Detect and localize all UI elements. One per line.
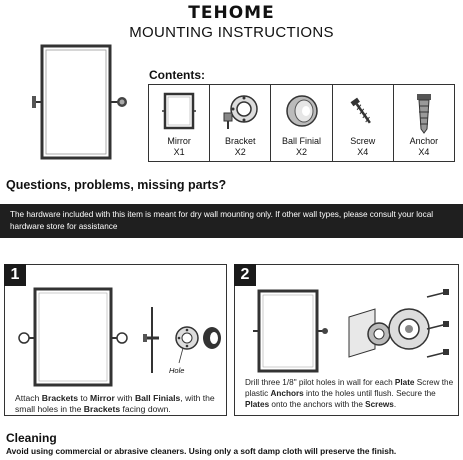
contents-item-qty: X4 (357, 147, 369, 157)
step-number-badge: 2 (234, 264, 256, 286)
screw-icon (348, 91, 378, 135)
contents-item-qty: X2 (296, 147, 308, 157)
contents-item-screw (333, 85, 394, 161)
contents-item-name: Bracket (225, 136, 256, 146)
contents-item-qty: X4 (418, 147, 430, 157)
contents-item-name: Mirror (167, 136, 191, 146)
step-2-instructions: Drill three 1/8" pilot holes in wall for each Plate Screw the plastic Anchors into the holes until flush. Secure the Plates onto the anchors with the Screws. (245, 378, 454, 409)
contents-item-qty: X1 (173, 147, 185, 157)
contents-table (148, 84, 455, 162)
step-1-instructions: Attach Brackets to Mirror with Ball Finials, with the small holes in the Brackets facing down. (15, 393, 215, 414)
step-2-panel (234, 264, 459, 416)
cleaning-text: Avoid using commercial or abrasive cleaners. Using only a soft damp cloth will preserve the finish. (6, 446, 397, 456)
step-1-panel (4, 264, 227, 416)
step-2-illustration (249, 287, 454, 373)
bracket-icon (220, 91, 260, 135)
contents-item-anchor (394, 85, 454, 161)
contents-item-ball-finial (271, 85, 332, 161)
hardware-notice: The hardware included with this item is meant for dry wall mounting only. If other wall types, please consult your local hardware store for assistance (0, 204, 463, 238)
hole-label: Hole (169, 366, 185, 375)
anchor-icon (409, 91, 439, 135)
step-1-illustration (13, 285, 223, 387)
contents-title: Contents: (149, 68, 205, 82)
step-number-badge: 1 (4, 264, 26, 286)
contents-item-name: Anchor (409, 136, 439, 146)
ball-finial-icon (282, 91, 322, 135)
mirror-icon (162, 91, 196, 135)
contents-item-bracket (210, 85, 271, 161)
contents-item-name: Ball Finial (282, 136, 322, 146)
page-subtitle: MOUNTING INSTRUCTIONS (129, 24, 334, 41)
mirror-hero-illustration (30, 44, 130, 162)
cleaning-heading: Cleaning (6, 431, 57, 445)
brand-title: TEHOME (188, 3, 275, 23)
questions-heading: Questions, problems, missing parts? (6, 178, 227, 192)
contents-item-mirror (149, 85, 210, 161)
contents-item-name: Screw (350, 136, 376, 146)
contents-item-qty: X2 (234, 147, 246, 157)
